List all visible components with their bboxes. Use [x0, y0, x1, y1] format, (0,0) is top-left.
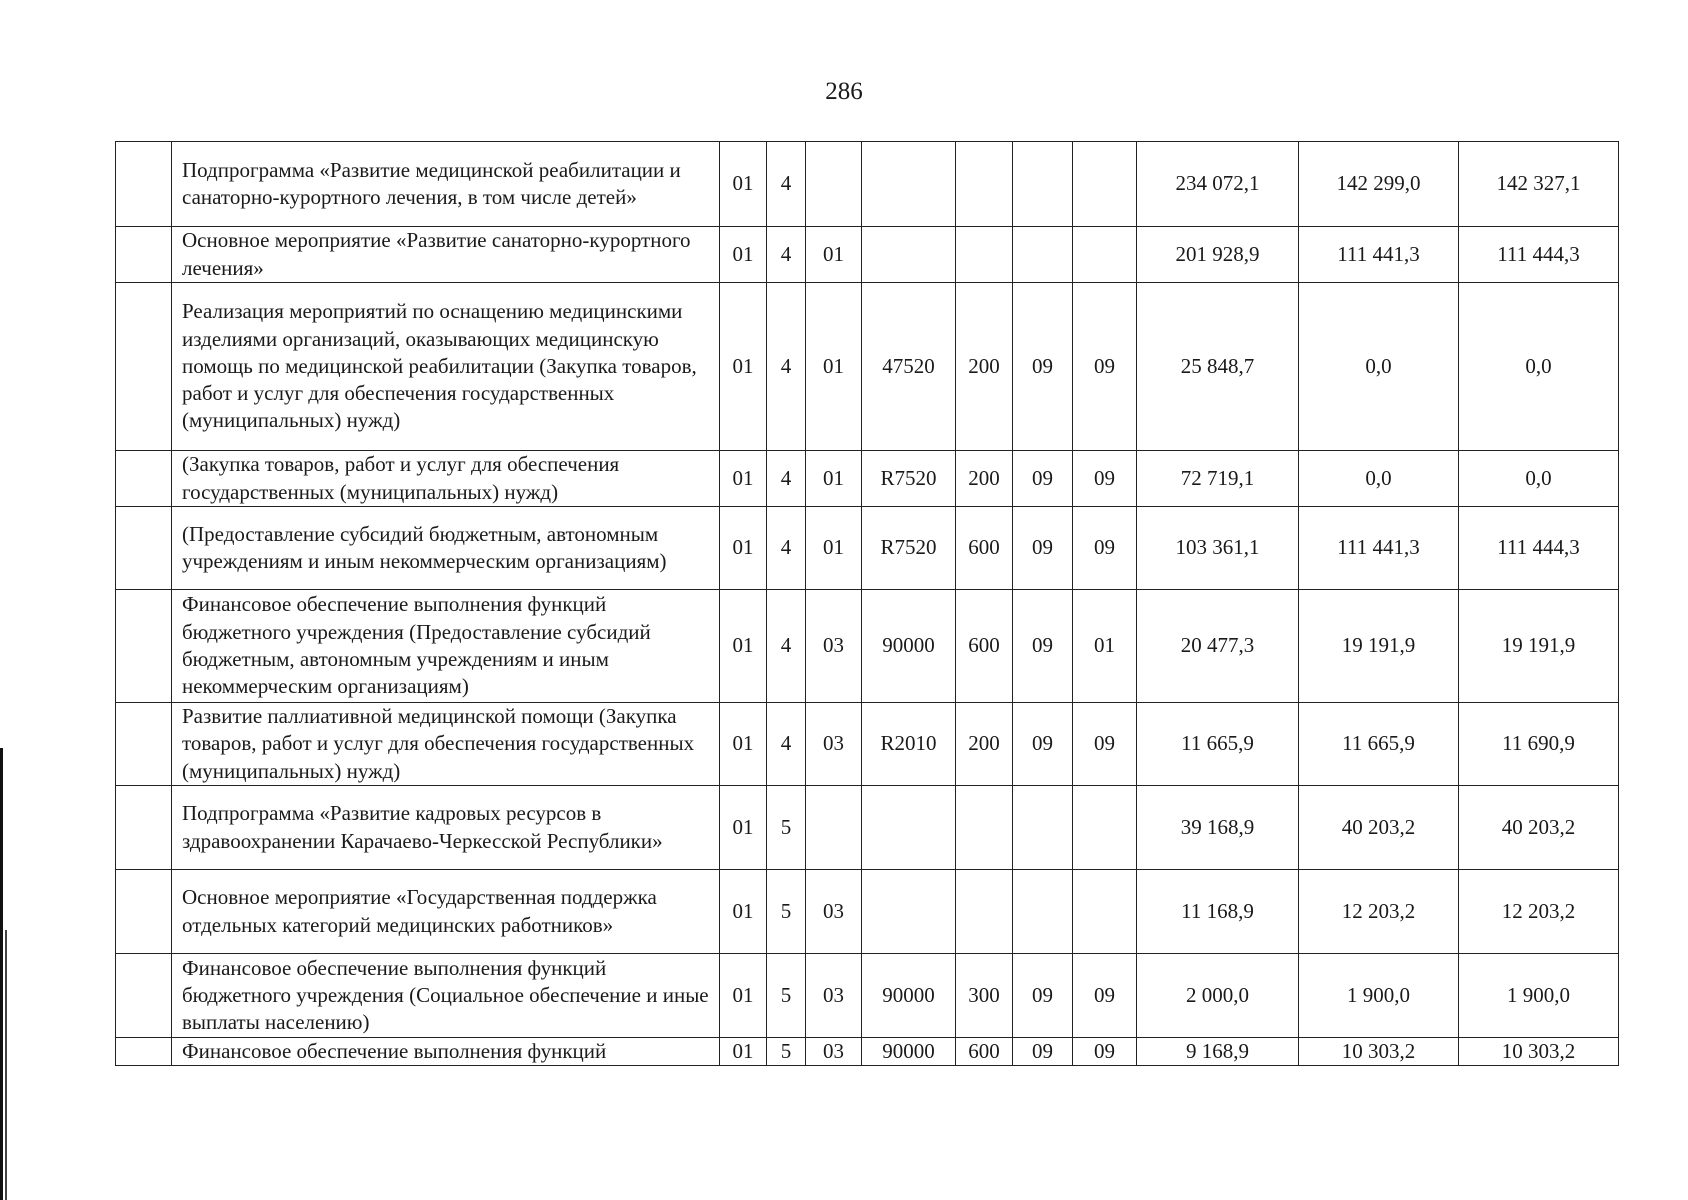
direction-code-cell [862, 142, 956, 227]
section-code-cell: 09 [1013, 283, 1073, 451]
expense-type-cell: 200 [956, 283, 1013, 451]
row-number-cell [116, 590, 172, 703]
event-code-cell: 01 [806, 451, 862, 507]
expense-type-cell [956, 227, 1013, 283]
amount-year1-cell: 2 000,0 [1137, 954, 1299, 1038]
amount-year3-cell: 142 327,1 [1459, 142, 1619, 227]
row-number-cell [116, 786, 172, 870]
table-row [116, 507, 1619, 590]
expense-type-cell [956, 142, 1013, 227]
event-code-cell [806, 786, 862, 870]
amount-year2-cell: 11 665,9 [1299, 703, 1459, 786]
subprogram-code-cell: 5 [767, 954, 806, 1038]
program-code-cell: 01 [720, 954, 767, 1038]
description-cell: Реализация мероприятий по оснащению медицинскими изделиями организаций, оказывающих медицинскую помощь по медицинской реабилитации (Закупка товаров, работ и услуг для обеспечения государственных (муниципальных) нужд) [172, 283, 720, 451]
subsection-code-cell [1073, 142, 1137, 227]
row-number-cell [116, 142, 172, 227]
event-code-cell: 03 [806, 870, 862, 954]
expense-type-cell [956, 786, 1013, 870]
amount-year1-cell: 25 848,7 [1137, 283, 1299, 451]
amount-year2-cell: 0,0 [1299, 451, 1459, 507]
event-code-cell: 03 [806, 954, 862, 1038]
direction-code-cell: 90000 [862, 954, 956, 1038]
amount-year1-cell: 201 928,9 [1137, 227, 1299, 283]
row-number-cell [116, 1038, 172, 1066]
subsection-code-cell: 09 [1073, 1038, 1137, 1066]
subsection-code-cell [1073, 786, 1137, 870]
table-row [116, 703, 1619, 786]
description-cell: Финансовое обеспечение выполнения функций [172, 1038, 720, 1066]
amount-year2-cell: 40 203,2 [1299, 786, 1459, 870]
expense-type-cell: 600 [956, 1038, 1013, 1066]
description-cell: Подпрограмма «Развитие медицинской реабилитации и санаторно-курортного лечения, в том числе детей» [172, 142, 720, 227]
event-code-cell: 03 [806, 590, 862, 703]
description-cell: (Закупка товаров, работ и услуг для обеспечения государственных (муниципальных) нужд) [172, 451, 720, 507]
description-cell: Подпрограмма «Развитие кадровых ресурсов в здравоохранении Карачаево-Черкесской Республики» [172, 786, 720, 870]
expense-type-cell: 600 [956, 590, 1013, 703]
section-code-cell: 09 [1013, 1038, 1073, 1066]
scan-margin-mark-secondary [5, 930, 7, 1200]
section-code-cell: 09 [1013, 703, 1073, 786]
subsection-code-cell: 01 [1073, 590, 1137, 703]
subprogram-code-cell: 4 [767, 703, 806, 786]
table-row [116, 1038, 1619, 1066]
table-row [116, 590, 1619, 703]
amount-year2-cell: 10 303,2 [1299, 1038, 1459, 1066]
amount-year3-cell: 10 303,2 [1459, 1038, 1619, 1066]
program-code-cell: 01 [720, 590, 767, 703]
amount-year1-cell: 234 072,1 [1137, 142, 1299, 227]
expense-type-cell: 300 [956, 954, 1013, 1038]
amount-year1-cell: 103 361,1 [1137, 507, 1299, 590]
subprogram-code-cell: 5 [767, 786, 806, 870]
expense-type-cell: 600 [956, 507, 1013, 590]
event-code-cell: 01 [806, 283, 862, 451]
program-code-cell: 01 [720, 227, 767, 283]
amount-year1-cell: 9 168,9 [1137, 1038, 1299, 1066]
table-row [116, 142, 1619, 227]
section-code-cell: 09 [1013, 507, 1073, 590]
direction-code-cell [862, 870, 956, 954]
description-cell: Основное мероприятие «Государственная поддержка отдельных категорий медицинских работников» [172, 870, 720, 954]
table-row [116, 451, 1619, 507]
amount-year2-cell: 12 203,2 [1299, 870, 1459, 954]
description-cell: (Предоставление субсидий бюджетным, автономным учреждениям и иным некоммерческим организациям) [172, 507, 720, 590]
amount-year3-cell: 40 203,2 [1459, 786, 1619, 870]
program-code-cell: 01 [720, 142, 767, 227]
program-code-cell: 01 [720, 283, 767, 451]
event-code-cell: 03 [806, 1038, 862, 1066]
description-cell: Развитие паллиативной медицинской помощи (Закупка товаров, работ и услуг для обеспечения государственных (муниципальных) нужд) [172, 703, 720, 786]
table-row [116, 954, 1619, 1038]
subprogram-code-cell: 4 [767, 451, 806, 507]
description-cell: Основное мероприятие «Развитие санаторно-курортного лечения» [172, 227, 720, 283]
direction-code-cell: 47520 [862, 283, 956, 451]
row-number-cell [116, 507, 172, 590]
row-number-cell [116, 954, 172, 1038]
amount-year1-cell: 11 665,9 [1137, 703, 1299, 786]
subprogram-code-cell: 5 [767, 1038, 806, 1066]
subsection-code-cell: 09 [1073, 451, 1137, 507]
subsection-code-cell: 09 [1073, 954, 1137, 1038]
scan-margin-mark [0, 748, 3, 1200]
amount-year3-cell: 1 900,0 [1459, 954, 1619, 1038]
subsection-code-cell: 09 [1073, 703, 1137, 786]
table-row [116, 870, 1619, 954]
event-code-cell: 01 [806, 507, 862, 590]
amount-year3-cell: 12 203,2 [1459, 870, 1619, 954]
amount-year3-cell: 11 690,9 [1459, 703, 1619, 786]
subsection-code-cell: 09 [1073, 283, 1137, 451]
amount-year3-cell: 111 444,3 [1459, 507, 1619, 590]
budget-table [115, 141, 1619, 1066]
amount-year1-cell: 11 168,9 [1137, 870, 1299, 954]
section-code-cell [1013, 786, 1073, 870]
section-code-cell: 09 [1013, 954, 1073, 1038]
amount-year3-cell: 111 444,3 [1459, 227, 1619, 283]
program-code-cell: 01 [720, 507, 767, 590]
program-code-cell: 01 [720, 786, 767, 870]
subprogram-code-cell: 4 [767, 283, 806, 451]
direction-code-cell: R7520 [862, 451, 956, 507]
program-code-cell: 01 [720, 451, 767, 507]
amount-year3-cell: 0,0 [1459, 283, 1619, 451]
amount-year3-cell: 19 191,9 [1459, 590, 1619, 703]
direction-code-cell [862, 786, 956, 870]
table-row [116, 283, 1619, 451]
section-code-cell: 09 [1013, 451, 1073, 507]
subprogram-code-cell: 4 [767, 507, 806, 590]
subprogram-code-cell: 4 [767, 590, 806, 703]
event-code-cell: 03 [806, 703, 862, 786]
direction-code-cell [862, 227, 956, 283]
program-code-cell: 01 [720, 703, 767, 786]
section-code-cell [1013, 870, 1073, 954]
amount-year2-cell: 1 900,0 [1299, 954, 1459, 1038]
event-code-cell [806, 142, 862, 227]
direction-code-cell: 90000 [862, 590, 956, 703]
subsection-code-cell [1073, 870, 1137, 954]
row-number-cell [116, 451, 172, 507]
subprogram-code-cell: 5 [767, 870, 806, 954]
subsection-code-cell: 09 [1073, 507, 1137, 590]
program-code-cell: 01 [720, 1038, 767, 1066]
description-cell: Финансовое обеспечение выполнения функций бюджетного учреждения (Предоставление субсидий бюджетным, автономным учреждениям и иным некоммерческим организациям) [172, 590, 720, 703]
table-row [116, 786, 1619, 870]
subprogram-code-cell: 4 [767, 227, 806, 283]
amount-year2-cell: 19 191,9 [1299, 590, 1459, 703]
program-code-cell: 01 [720, 870, 767, 954]
amount-year2-cell: 0,0 [1299, 283, 1459, 451]
section-code-cell: 09 [1013, 590, 1073, 703]
direction-code-cell: 90000 [862, 1038, 956, 1066]
amount-year1-cell: 39 168,9 [1137, 786, 1299, 870]
amount-year2-cell: 111 441,3 [1299, 507, 1459, 590]
amount-year3-cell: 0,0 [1459, 451, 1619, 507]
amount-year2-cell: 142 299,0 [1299, 142, 1459, 227]
page-number: 286 [825, 78, 863, 105]
subprogram-code-cell: 4 [767, 142, 806, 227]
expense-type-cell: 200 [956, 451, 1013, 507]
row-number-cell [116, 227, 172, 283]
section-code-cell [1013, 227, 1073, 283]
amount-year1-cell: 72 719,1 [1137, 451, 1299, 507]
description-cell: Финансовое обеспечение выполнения функций бюджетного учреждения (Социальное обеспечение и иные выплаты населению) [172, 954, 720, 1038]
direction-code-cell: R2010 [862, 703, 956, 786]
event-code-cell: 01 [806, 227, 862, 283]
section-code-cell [1013, 142, 1073, 227]
row-number-cell [116, 703, 172, 786]
row-number-cell [116, 283, 172, 451]
table-body [116, 142, 1619, 1066]
expense-type-cell: 200 [956, 703, 1013, 786]
table-row [116, 227, 1619, 283]
subsection-code-cell [1073, 227, 1137, 283]
row-number-cell [116, 870, 172, 954]
direction-code-cell: R7520 [862, 507, 956, 590]
amount-year1-cell: 20 477,3 [1137, 590, 1299, 703]
expense-type-cell [956, 870, 1013, 954]
amount-year2-cell: 111 441,3 [1299, 227, 1459, 283]
